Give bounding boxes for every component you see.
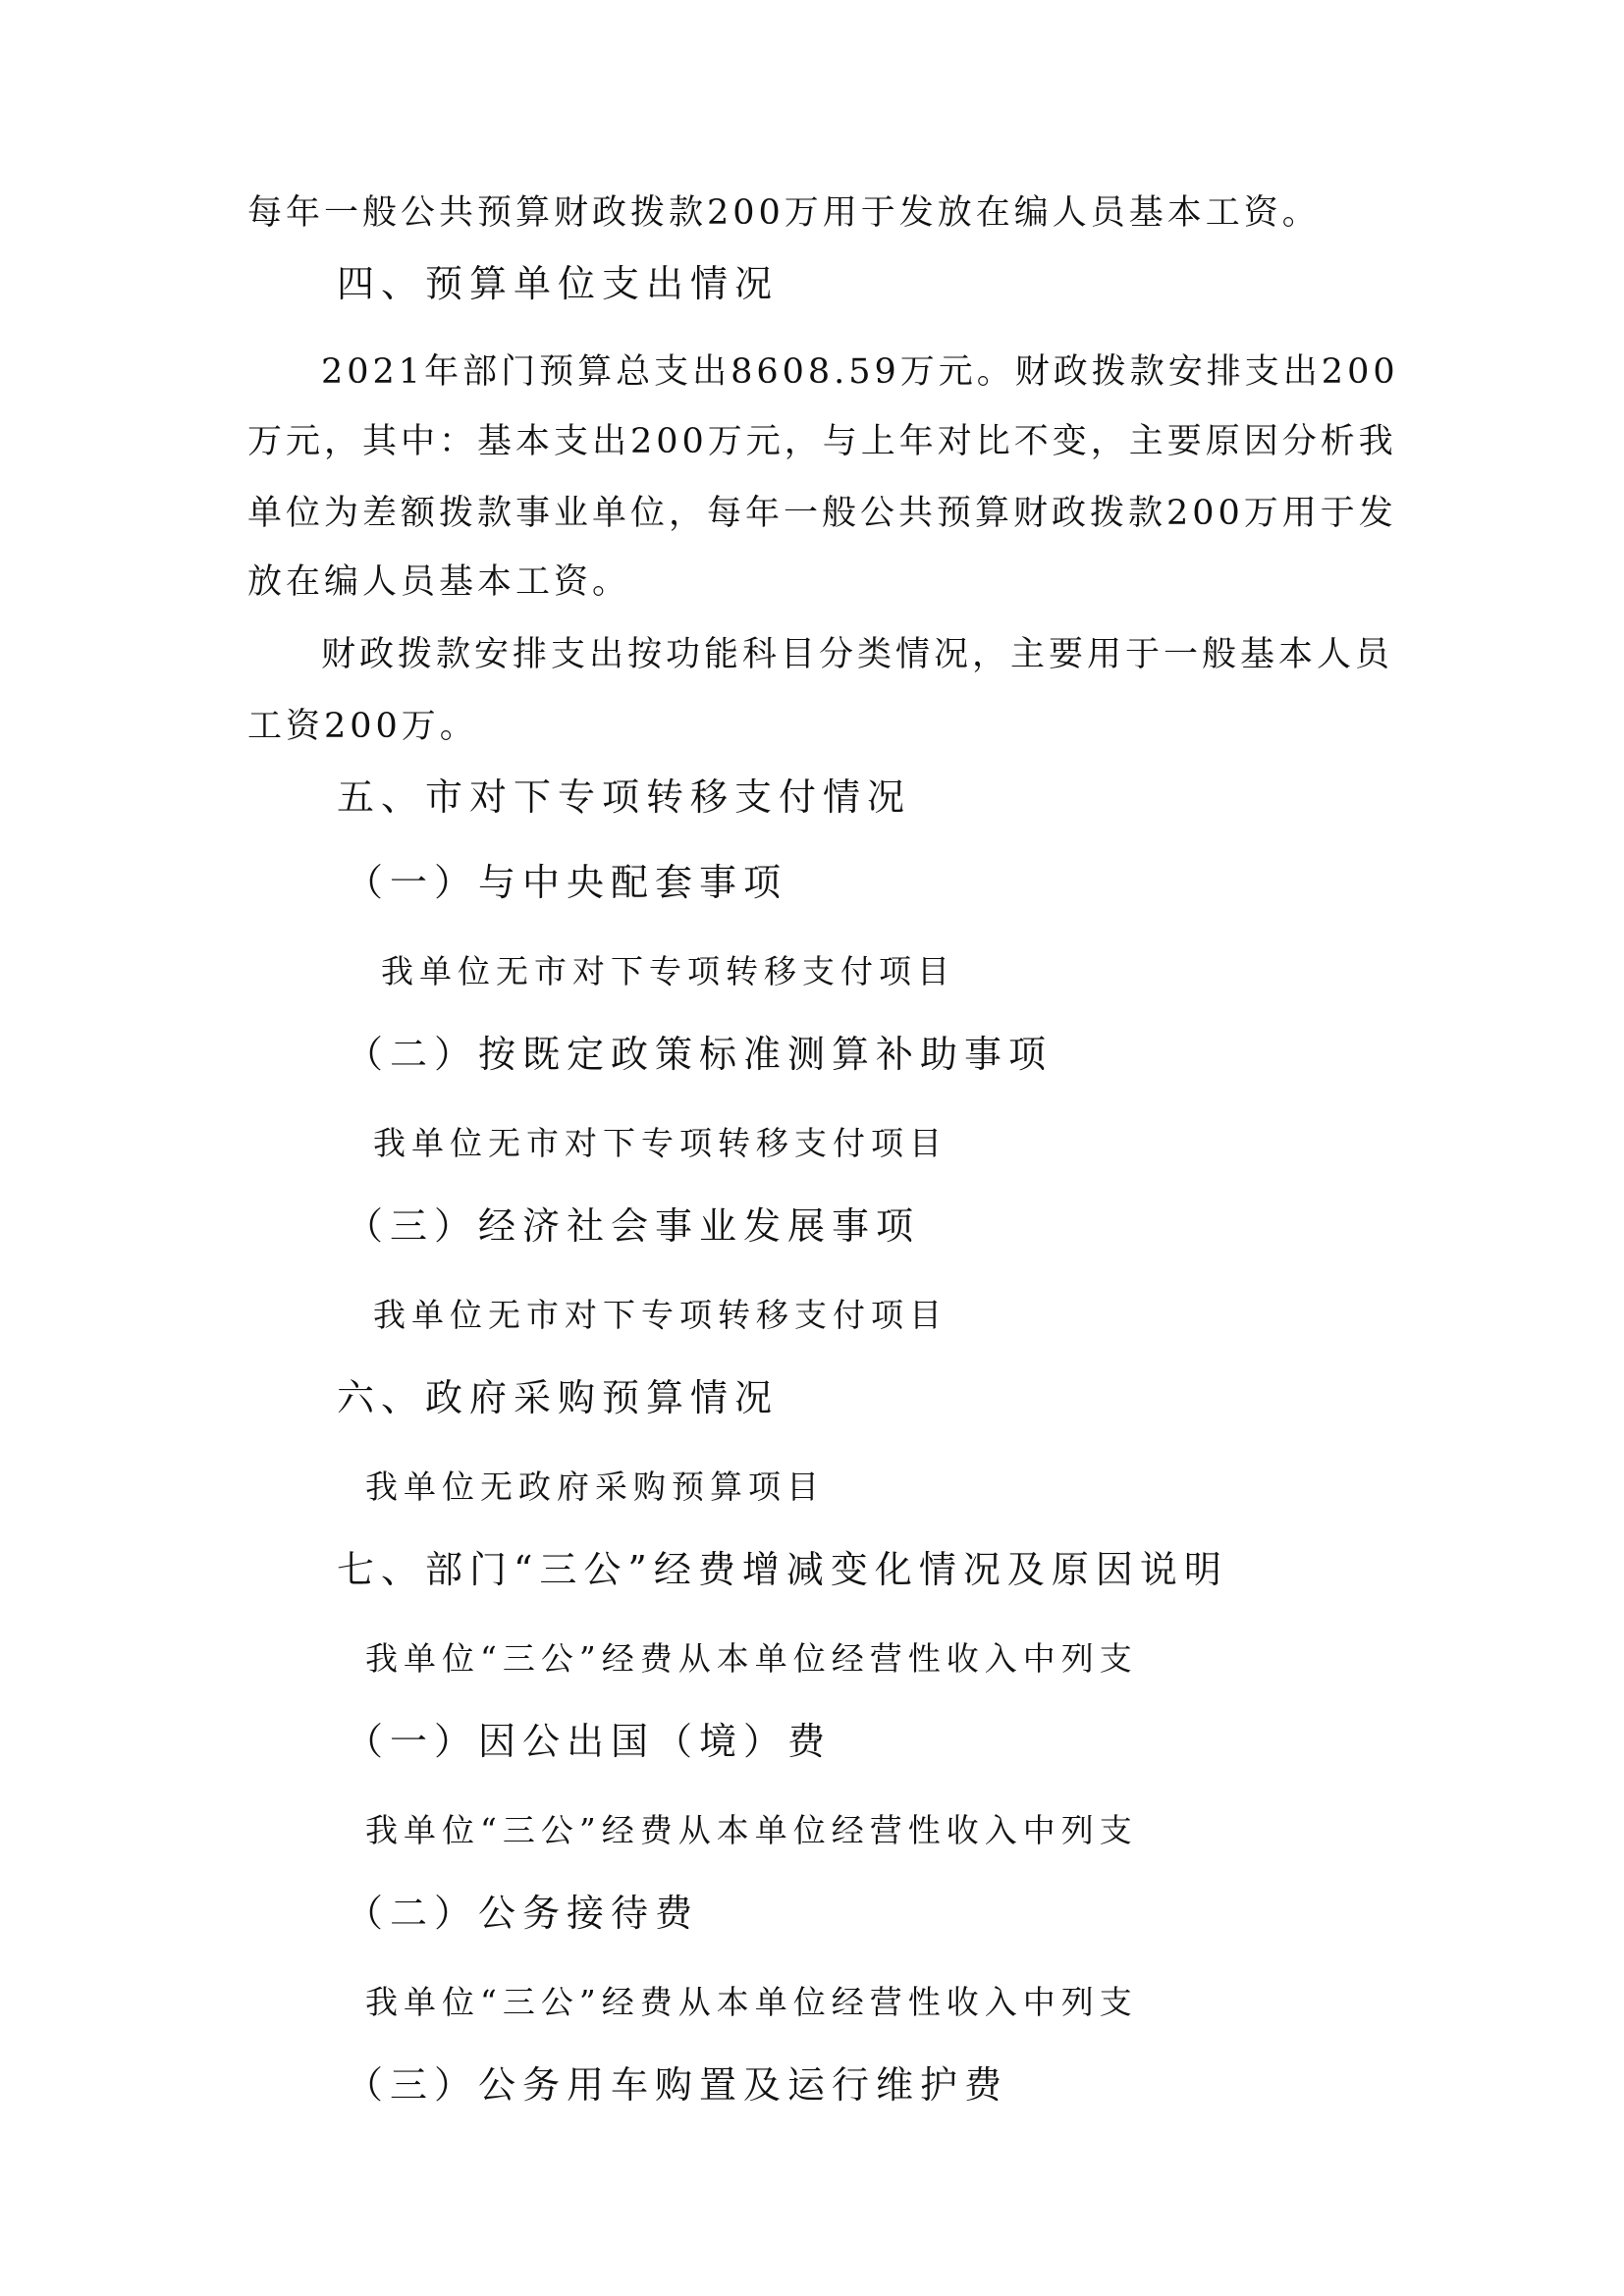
section-7-text: 我单位“三公”经费从本单位经营性收入中列支	[365, 1639, 1138, 1678]
section-4-heading: 四、预算单位支出情况	[337, 262, 780, 305]
section-4-para1-line2: 万元，其中：基本支出200万元，与上年对比不变，主要原因分析我	[247, 422, 1397, 461]
section-5-sub3-text: 我单位无市对下专项转移支付项目	[373, 1296, 947, 1334]
section-4-para1-line4: 放在编人员基本工资。	[247, 562, 631, 602]
section-5-heading: 五、市对下专项转移支付情况	[337, 775, 912, 819]
section-5-sub1-heading: （一）与中央配套事项	[346, 861, 788, 904]
section-7-sub1-heading: （一）因公出国（境）费	[346, 1720, 833, 1763]
section-5-sub2-heading: （二）按既定政策标准测算补助事项	[346, 1033, 1054, 1076]
section-5-sub1-text: 我单位无市对下专项转移支付项目	[381, 952, 955, 990]
section-6-text: 我单位无政府采购预算项目	[365, 1468, 825, 1506]
section-7-heading: 七、部门“三公”经费增减变化情况及原因说明	[337, 1548, 1228, 1591]
section-7-sub1-text: 我单位“三公”经费从本单位经营性收入中列支	[365, 1811, 1138, 1849]
section-7-sub3-heading: （三）公务用车购置及运行维护费	[346, 2063, 1009, 2107]
section-5-sub3-heading: （三）经济社会事业发展事项	[346, 1204, 921, 1248]
section-7-sub2-heading: （二）公务接待费	[346, 1892, 700, 1935]
section-7-sub2-text: 我单位“三公”经费从本单位经营性收入中列支	[365, 1983, 1138, 2021]
section-4-para1-line1: 2021年部门预算总支出8608.59万元。财政拨款安排支出200	[321, 352, 1399, 392]
section-4-para2-line2: 工资200万。	[247, 707, 478, 746]
section-5-sub2-text: 我单位无市对下专项转移支付项目	[373, 1124, 947, 1162]
intro-line: 每年一般公共预算财政拨款200万用于发放在编人员基本工资。	[247, 193, 1321, 233]
section-4-para1-line3: 单位为差额拨款事业单位，每年一般公共预算财政拨款200万用于发	[247, 494, 1397, 533]
section-6-heading: 六、政府采购预算情况	[337, 1376, 780, 1419]
section-4-para2-line1: 财政拨款安排支出按功能科目分类情况，主要用于一般基本人员	[321, 635, 1394, 674]
